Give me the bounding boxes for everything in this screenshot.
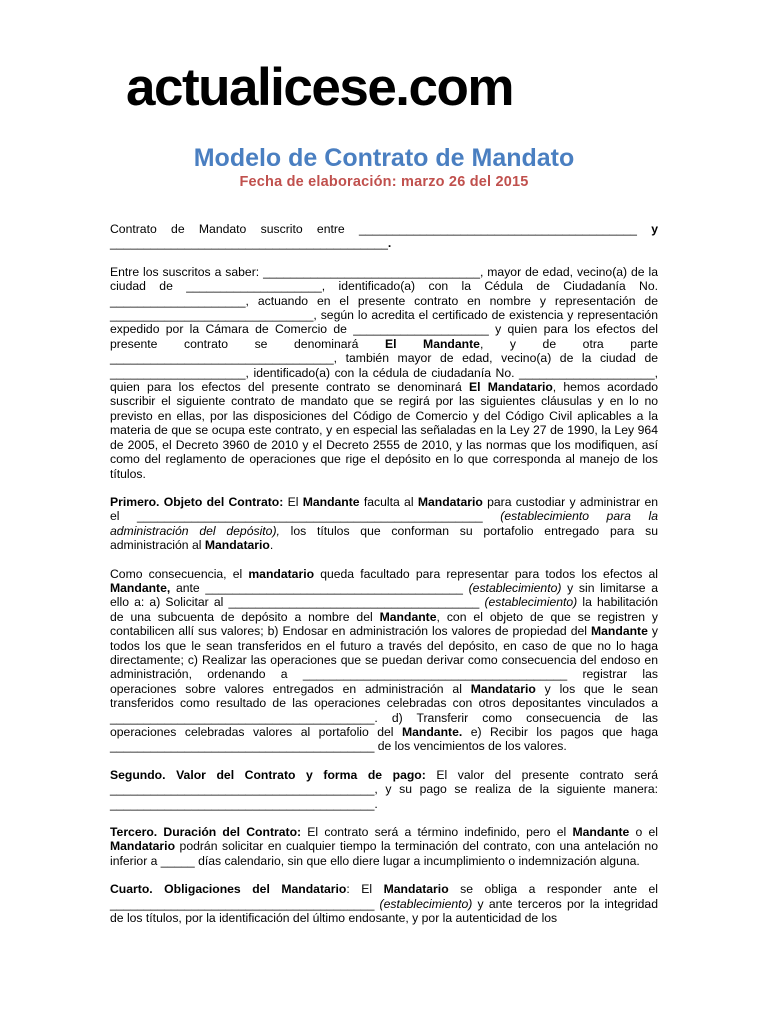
blank-line: _________________________________________ (359, 222, 637, 236)
bold-term: Mandante (572, 825, 630, 840)
parties-paragraph (110, 265, 658, 481)
clause-tercero (110, 825, 658, 868)
text: e) Recibir los pagos que haga _______________________________________ de los vencimientos de los valores. (110, 725, 658, 754)
text: El valor del presente contrato será _______________________________________, y su pago se realiza de la siguiente manera: _______________________________________. (110, 767, 658, 811)
text: . (387, 236, 392, 251)
bold-term: Mandatario (470, 681, 536, 696)
bold-term: El Mandatario (469, 380, 553, 395)
bold-term: Mandante. (401, 725, 463, 739)
intro-paragraph (110, 222, 658, 251)
document-title: Modelo de Contrato de Mandato (193, 144, 575, 172)
text: podrán solicitar en cualquier tiempo la terminación del contrato, con una antelación no inferior a _____ días calendario, sin que ello diere lugar a incumplimiento o indemnización alguna. (110, 839, 658, 868)
text: queda facultado para representar para todos los efectos al (314, 566, 658, 581)
text: Entre los suscritos a saber: ________________________________, mayor de edad, vecino(a) de la ciudad de ____________________, identificado(a) con la Cédula de Ciudadanía No. ____________________, actuando en el presente contrato en nombre y representación de ______________________________, según lo acredita el certificado de existencia y representación expedido por la Cámara de Comercio de ____________________ y quien para los efectos del presente contrato se denominará (110, 264, 658, 351)
document-date: Fecha de elaboración: marzo 26 del 2015 (239, 174, 529, 190)
clause-segundo (110, 768, 658, 811)
clause-heading: Segundo. Valor del Contrato y forma de pago: (110, 767, 426, 782)
clause-heading: Cuarto. Obligaciones del Mandatario (110, 882, 347, 897)
bold-term: Mandante, (110, 580, 171, 595)
clause-primero (110, 495, 658, 553)
text: Como consecuencia, el (110, 566, 249, 581)
clause-heading: Primero. Objeto del Contrato: (110, 494, 284, 509)
italic-note: (establecimiento) (379, 896, 473, 911)
bold-term: mandatario (248, 566, 315, 581)
bold-term: Mandatario (110, 839, 176, 854)
italic-note: (establecimiento para la administración del depósito), (110, 509, 658, 538)
bold-term: Mandatario (383, 882, 449, 897)
contract-body (110, 222, 658, 939)
bold-term: Mandante (302, 494, 360, 509)
text: , hemos acordado suscribir el siguiente contrato de mandato que se regirá por las siguientes cláusulas y en lo no previsto en ellas, por las disposiciones del Código de Comercio y del Código Civil aplicables a la materia de que se ocupa este contrato, y en especial las señaladas en la Ley 27 de 1990, la Ley 964 de 2005, el Decreto 3960 de 2010 y el Decreto 2555 de 2010, y las normas que los modifiquen, así como del reglamento de operaciones que rige el depósito en lo que corresponda al manejo de los títulos. (110, 380, 659, 481)
text: y todos los que le sean transferidos en el futuro a través del depósito, en caso de que no lo haga directamente; c) Realizar las operaciones que se puedan derivar como consecuencia del endoso en administración, ordenando a _______________________________________ registrar las operaciones sobre valores entregados en administración al (110, 624, 658, 696)
clause-heading: Tercero. Duración del Contrato: (110, 825, 302, 840)
text: los títulos que conforman su portafolio entregado para su administración al (110, 523, 658, 553)
text: y sin limitarse a ello a: a) Solicitar al _____________________________________ (110, 580, 658, 610)
bold-term: Mandante (379, 609, 437, 624)
text: para custodiar y administrar en el ___________________________________________________ (110, 494, 658, 524)
text: ante ______________________________________ (170, 580, 469, 595)
text: Contrato de Mandato suscrito entre (110, 222, 359, 236)
bold-term: Mandante (591, 624, 648, 639)
blank-line: _________________________________________ (110, 236, 388, 251)
clause-cuarto (110, 882, 658, 925)
text: , con el objeto de que se registren y contabilicen allí sus valores; b) Endosar en administración los valores de propiedad del (110, 609, 658, 639)
italic-note: (establecimiento) (484, 595, 578, 610)
text: se obliga a responder ante el _______________________________________ (110, 882, 658, 911)
text: la habilitación de una subcuenta de depósito a nombre del (110, 595, 658, 624)
text: y los que le sean transferidos como resultado de las operaciones celebradas con otros depositantes vinculados a _______________________________________. d) Transferir como consecuencia de las operaciones celebradas valores al portafolio del (110, 681, 658, 739)
consequence-paragraph (110, 567, 658, 754)
text: El contrato será a término indefinido, pero el (301, 825, 573, 840)
bold-term: Mandatario (204, 538, 270, 553)
text: y (636, 222, 658, 236)
text: faculta al (359, 494, 418, 509)
text: y ante terceros por la integridad de los títulos, por la identificación del último endosante, y por la autenticidad de los (110, 896, 658, 926)
bold-term: El Mandante (384, 336, 480, 351)
text: : El (346, 882, 384, 897)
text: El (283, 494, 303, 509)
italic-note: (establecimiento) (468, 580, 562, 595)
text: , y de otra parte _________________________________, también mayor de edad, vecino(a) de la ciudad de ____________________, identificado(a) con la cédula de ciudadanía No. ____________________, quien para los efectos del presente contrato se denominará (110, 336, 659, 395)
text: . (269, 538, 274, 553)
text: o el (629, 825, 659, 840)
site-logo: actualicese.com (126, 58, 514, 117)
bold-term: Mandatario (417, 494, 483, 509)
